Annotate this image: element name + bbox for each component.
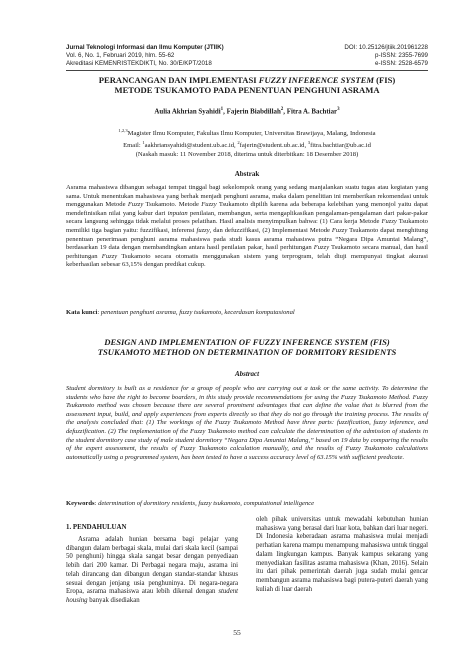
title-en-line2: TSUKAMOTO METHOD ON DETERMINATION OF DORMITORY RESIDENTS <box>97 347 397 358</box>
author-3-sup: 3 <box>337 107 340 112</box>
keywords-sep: : <box>94 500 99 507</box>
p-issn: p-ISSN: 2355-7699 <box>375 51 428 59</box>
affiliation <box>66 127 428 151</box>
email-line <box>66 139 428 151</box>
e-issn: e-ISSN: 2528-6579 <box>375 59 428 67</box>
abstract-text: Student dormitory is built as a residence for a group of people who are carrying out a task or the same activity. To determine the students who have the right to become boarders, in this study provide recommendations for using the Fuzzy Tsukamoto Method. Fuzzy Tsukamoto method was chosen because there are several prominent advantages that can define the value that is blurred from the assessment input, build, and apply experiences from experts directly so that they do not go through the training process. The results of the analysis concluded that: (1) The workings of the Fuzzy Tsukamoto Method have three parts: fuzzification, fuzzy inference, and defuzzification. (2) The implementation of the Fuzzy Tsukamoto method can calculate the determination of the admission of students in the student dormitory case study of male student dormitory “Negara Dipa Amuntai Malang,” based on 19 data by comparing the results of the expert assessment, the results of Fuzzy Tsukamoto calculation manually, and the results of Fuzzy Tsukamoto calculations automatically using a programmed system, has been tested to have a success accuracy level of 63.15% with sufficient predicate. <box>66 385 428 461</box>
email-3[interactable]: fitra.bachtiar@ub.ac.id <box>310 141 371 149</box>
page-number: 55 <box>233 628 241 637</box>
abstrak-part: Tsukamoto secara otomatis menggunakan sistem yang terprogram, telah diuji mempunyai tingkat akurasi keberhasilan sebesar 63,15% dengan predikat cukup. <box>66 252 428 269</box>
kata-kunci-sep: : <box>97 309 101 316</box>
abstrak-part: penilaian, membangun, serta mengaplikasikan pengalaman-pengalaman dari pakar-pakar secara langsung sehingga tidak melalui proses pelatihan. Hasil analisis menyimpulkan bahwa: (1) Cara kerja Metode <box>66 209 428 226</box>
email-2-sup: 2 <box>237 139 240 145</box>
title-en-line1: DESIGN AND IMPLEMENTATION OF FUZZY INFERENCE SYSTEM (FIS) <box>104 337 390 347</box>
author-1-sup: 1 <box>220 107 224 112</box>
title-line1-c: (FIS) <box>374 75 396 85</box>
author-3: Fitra A. Bachtiar <box>286 108 338 116</box>
left-col-text: Asrama adalah hunian bersama bagi pelajar yang dibangun dalam berbagai skala, mulai dari skala kecil (sampai 50 penghuni) hingga skala sangat besar dengan penyediaan lebih dari 200 kamar. Di Perbagai negara maju, asrama ini telah dirancang dan dibangun dengan standar-standar khusus sesuai dengan jenjang usia penghuninya. Di negara-negara Eropa, asrama mahasiswa atau lebih dikenal dengan <box>66 536 238 596</box>
paper-title-en <box>66 337 428 358</box>
title-line1-a: PERANCANGAN DAN IMPLEMENTASI <box>98 75 259 85</box>
doi[interactable]: DOI: 10.25126/jtiik.201961228 <box>344 44 428 51</box>
abstrak-part: Tsukamoto dapat menghitung penentuan penerimaan penghuni asrama mahasiswa pada studi kasus asrama mahasiswa putra “Negara Dipa Amuntai Malang”, berdasarkan 19 data dengan membandingkan antara hasil penilaian pakar, hasil perhitungan <box>66 226 428 252</box>
abstrak-part: Tsukamoto memiliki tiga bagian yaitu: fuzzifikasi, inferensi <box>66 218 428 234</box>
keywords-value: determination of dormitory residents, fuzzy tsukamoto, computational intelligence <box>98 500 315 507</box>
left-col-text: banyak disediakan <box>87 596 140 604</box>
abstrak-part: Tsukamoto dipilih karena ada beberapa kelebihan yang menonjol yaitu dapat mendefinisikan nilai yang kabur dari <box>66 201 428 217</box>
abstrak-part: Asrama mahasiswa dibangun sebagai tempat tinggal bagi sekelompok orang yang sedang manjalankan suatu tugas atau kegiatan yang sama. Untuk menentukan mahasiswa yang berhak menjadi penghuni asrama, maka dalam penelitian ini memberikan rekomendasi untuk menggunakan Metode <box>66 184 428 209</box>
kata-kunci <box>66 309 428 318</box>
abstrak-part: , dan defuzzifikasi, (2) Implementasi Metode <box>209 226 332 234</box>
abstrak-italic: Fuzzy <box>127 201 144 209</box>
section1-left-column <box>66 536 238 606</box>
email-3-sup: 3 <box>307 139 311 145</box>
affiliation-sup: 1,2,3 <box>118 128 128 133</box>
journal-header-right <box>288 44 428 68</box>
kata-kunci-value: penentuan penghuni asrama, fuzzy tsukamoto, kecerdasan komputasional <box>100 309 295 316</box>
abstrak-italic: inputan <box>167 209 188 217</box>
abstrak-italic: Fuzzy <box>313 244 330 252</box>
accreditation: Akreditasi KEMENRISTEKDIKTI, No. 30/E/KPT/2018 <box>66 59 212 67</box>
abstrak-italic: Fuzzy <box>331 226 348 234</box>
abstrak-heading: Abstrak <box>234 170 260 178</box>
abstrak-italic: fuzzy <box>196 226 210 234</box>
header-divider <box>66 70 428 71</box>
left-col-italic: student housing <box>66 588 238 604</box>
keywords <box>66 500 428 509</box>
section1-right-column: oleh pihak universitas untuk mewadahi kebutuhan hunian mahasiswa yang berasal dari luar kota, bahkan dari luar negeri. Di Indonesia keberadaan asrama mahasiswa mulai menjadi perhatian karena mampu menampung mahasiswa untuk tinggal dalam lingkungan kampus. Banyak kampus sekarang yang menyediakan fasilitas asrama mahasiswa (Khan, 2016). Selain itu dari pihak pemerintah daerah juga sudah mulai gencar membangun asrama mahasiswa bagi putera-puteri daerah yang kuliah di luar daerah <box>256 516 428 593</box>
keywords-label: Keywords <box>66 500 95 507</box>
volume-info: Vol. 6, No. 1, Februari 2019, hlm. 55-62 <box>66 51 175 59</box>
received-dates: (Naskah masuk: 11 November 2018, diterima untuk diterbitkan: 18 Desember 2018) <box>135 151 359 158</box>
title-line1-b: FUZZY INFERENCE SYSTEM <box>258 75 375 85</box>
journal-name: Jurnal Teknologi Informasi dan Ilmu Komputer (JTIIK) <box>66 44 224 51</box>
journal-header-left <box>66 44 296 68</box>
email-label: Email: <box>123 141 143 149</box>
email-1-sup: 1 <box>142 139 145 145</box>
author-1: Aulia Akhrian Syahidi <box>154 108 221 116</box>
abstrak-italic: Fuzzy <box>381 218 397 226</box>
abstrak-part: Tsukamoto. Metode <box>143 201 202 209</box>
author-2-sup: 2 <box>280 107 284 112</box>
abstrak-italic: Fuzzy <box>101 252 118 260</box>
email-2[interactable]: fajerin@student.ub.ac.id, <box>239 141 308 149</box>
kata-kunci-label: Kata kunci <box>66 309 98 316</box>
abstrak-part: Tsukamoto secara manual, dan hasil perhitungan <box>66 244 428 260</box>
email-1[interactable]: aakhriansyahidi@student.ub.ac.id, <box>144 141 238 149</box>
paper-title-id <box>66 75 428 96</box>
title-line2: METODE TSUKAMOTO PADA PENENTUAN PENGHUNI ASRAMA <box>114 85 380 96</box>
author-2: Fajerin Biabdillah <box>226 108 281 116</box>
author-list: Aulia Akhrian Syahidi$^1$, Fajerin Biabdillah$^2$, Fitra A. Bachtiar$^3$ <box>154 107 340 116</box>
affiliation-line: Magister Ilmu Komputer, Fakultas Ilmu Komputer, Universitas Brawijaya, Malang, Indonesia <box>127 130 376 138</box>
abstract-heading: Abstract <box>234 370 260 378</box>
abstrak-italic: Fuzzy <box>201 201 217 209</box>
section-heading: 1. PENDAHULUAN <box>66 524 127 531</box>
abstrak-text <box>66 184 428 270</box>
